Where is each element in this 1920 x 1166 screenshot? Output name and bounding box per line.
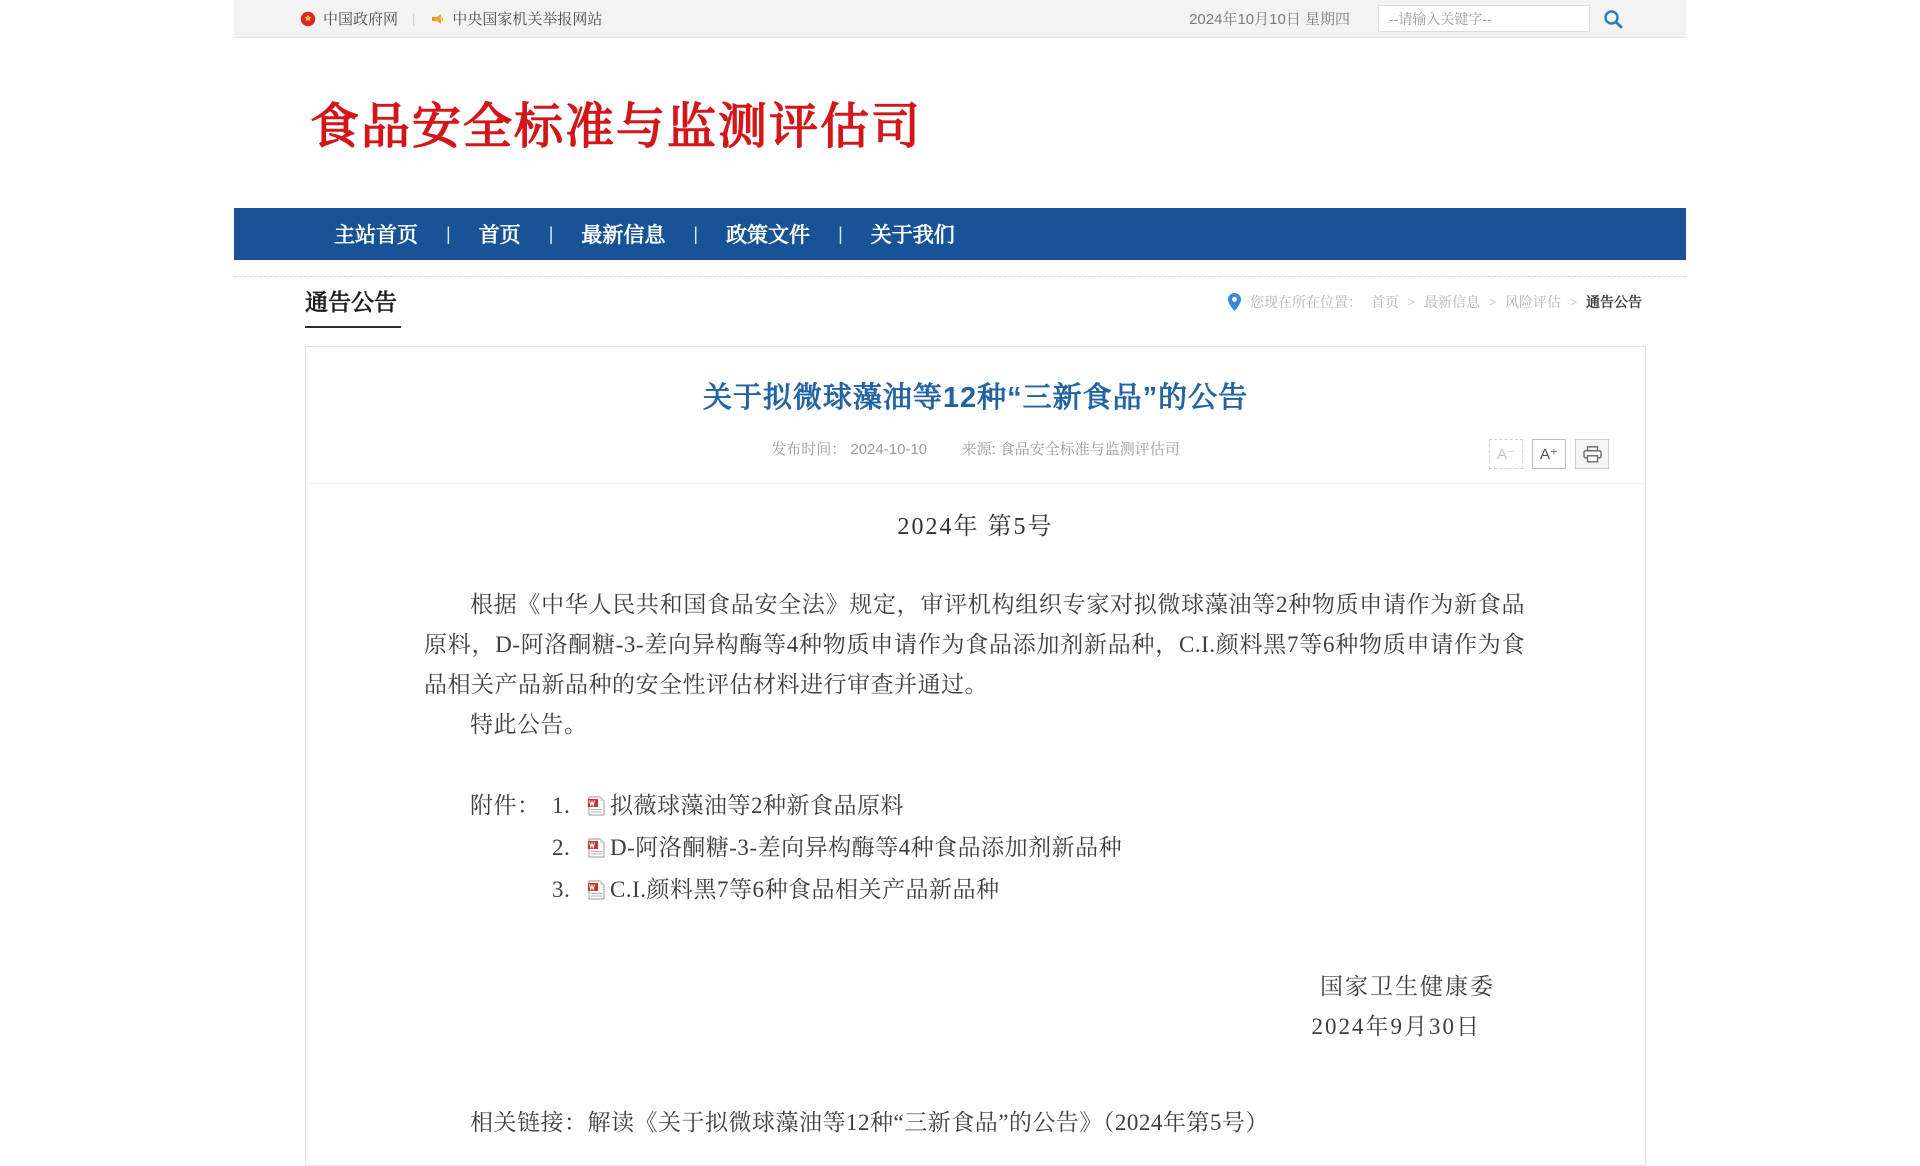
paragraph: 根据《中华人民共和国食品安全法》规定，审评机构组织专家对拟微球藻油等2种物质申请作为新食品原料，D-阿洛酮糖-3-差向异构酶等4种物质申请作为食品添加剂新品种，C.I.颜料黑7等6种物质申请作为食品相关产品新品种的安全性评估材料进行审查并通过。 [424, 592, 1525, 697]
report-site-link[interactable]: 中央国家机关举报网站 [452, 11, 603, 28]
attachment-number: 3. [552, 877, 571, 902]
article-tools [1489, 439, 1609, 469]
current-date: 2024年10月10日 星期四 [1189, 11, 1350, 28]
main-nav [234, 208, 1686, 260]
related-links-label: 相关链接： [470, 1110, 588, 1135]
breadcrumb-risk-assessment[interactable]: 风险评估 [1504, 294, 1561, 310]
breadcrumb-label: 您现在所在位置： [1249, 294, 1362, 310]
font-increase-button[interactable]: A⁺ [1532, 439, 1566, 469]
site-title: 食品安全标准与监测评估司 [310, 100, 923, 154]
source-label: 来源: [961, 441, 996, 458]
attachments-label: 附件： [470, 793, 541, 818]
topbar-links [300, 8, 602, 29]
printer-icon [1583, 446, 1602, 463]
section-title: 通告公告 [305, 278, 401, 328]
attachment-name: 拟薇球藻油等2种新食品原料 [610, 793, 904, 818]
nav-divider: | [446, 223, 451, 244]
attachment-row [424, 827, 1525, 869]
related-interpretation-link[interactable]: 解读《关于拟微球藻油等12种“三新食品”的公告》（2024年第5号） [587, 1110, 1269, 1135]
document-file-icon [588, 796, 605, 816]
signature-block [424, 967, 1495, 1047]
breadcrumb-home[interactable]: 首页 [1370, 294, 1399, 310]
document-number: 2024年 第5号 [897, 514, 1054, 540]
nav-item-home[interactable]: 首页 [478, 224, 521, 247]
article-card [305, 346, 1646, 1166]
source-value: 食品安全标准与监测评估司 [999, 441, 1180, 458]
publish-time-label: 发布时间： [771, 441, 847, 458]
nav-divider: | [838, 223, 843, 244]
attachment-link-3[interactable] [588, 870, 1000, 910]
nav-item-about-us[interactable]: 关于我们 [870, 224, 955, 247]
article-title: 关于拟微球藻油等12种“三新食品”的公告 [702, 382, 1249, 414]
attachment-number: 2. [552, 835, 571, 860]
search-icon [1602, 8, 1624, 30]
section-row [234, 276, 1686, 328]
page-container [234, 0, 1686, 1166]
signer-name: 国家卫生健康委 [1320, 974, 1495, 999]
nav-item-main-home[interactable]: 主站首页 [334, 224, 418, 247]
article-body [424, 585, 1525, 1143]
breadcrumb [1227, 292, 1642, 328]
related-links-line [424, 1103, 1525, 1143]
nav-item-latest-news[interactable]: 最新信息 [581, 224, 666, 247]
attachment-link-2[interactable] [588, 828, 1122, 868]
search-input[interactable] [1378, 5, 1590, 32]
document-file-icon [588, 838, 605, 858]
attachment-number: 1. [552, 793, 571, 818]
paragraph: 特此公告。 [470, 712, 588, 737]
breadcrumb-separator: > [1407, 295, 1415, 309]
print-button[interactable] [1575, 439, 1609, 469]
document-file-icon [588, 880, 605, 900]
article-meta [306, 438, 1645, 459]
gov-site-link[interactable]: 中国政府网 [323, 11, 399, 28]
nav-divider: | [548, 223, 554, 244]
search-box [1378, 5, 1624, 32]
attachment-row [424, 785, 1525, 827]
breadcrumb-separator: > [1569, 295, 1577, 309]
top-utility-bar [234, 0, 1686, 38]
font-decrease-button[interactable]: A⁻ [1489, 439, 1523, 469]
location-pin-icon [1227, 293, 1242, 311]
nav-divider: | [693, 223, 699, 244]
topbar-divider: | [412, 11, 416, 26]
breadcrumb-separator: > [1488, 295, 1496, 309]
breadcrumb-current: 通告公告 [1586, 294, 1642, 310]
publish-time-value: 2024-10-10 [850, 441, 928, 458]
gov-emblem-icon [300, 11, 316, 27]
topbar-right [1189, 5, 1624, 32]
attachment-name: D-阿洛酮糖-3-差向异构酶等4种食品添加剂新品种 [610, 835, 1123, 860]
attachment-name: C.I.颜料黑7等6种食品相关产品新品种 [610, 877, 1000, 902]
attachment-row [424, 869, 1525, 911]
meta-divider [306, 483, 1645, 484]
site-header [234, 38, 1686, 208]
search-button[interactable] [1602, 8, 1624, 30]
attachments-list [424, 785, 1525, 911]
nav-item-policy-documents[interactable]: 政策文件 [726, 224, 811, 247]
sign-date: 2024年9月30日 [1311, 1014, 1481, 1039]
breadcrumb-latest-news[interactable]: 最新信息 [1423, 294, 1480, 310]
attachment-link-1[interactable] [588, 786, 904, 826]
report-site-icon [429, 11, 445, 27]
